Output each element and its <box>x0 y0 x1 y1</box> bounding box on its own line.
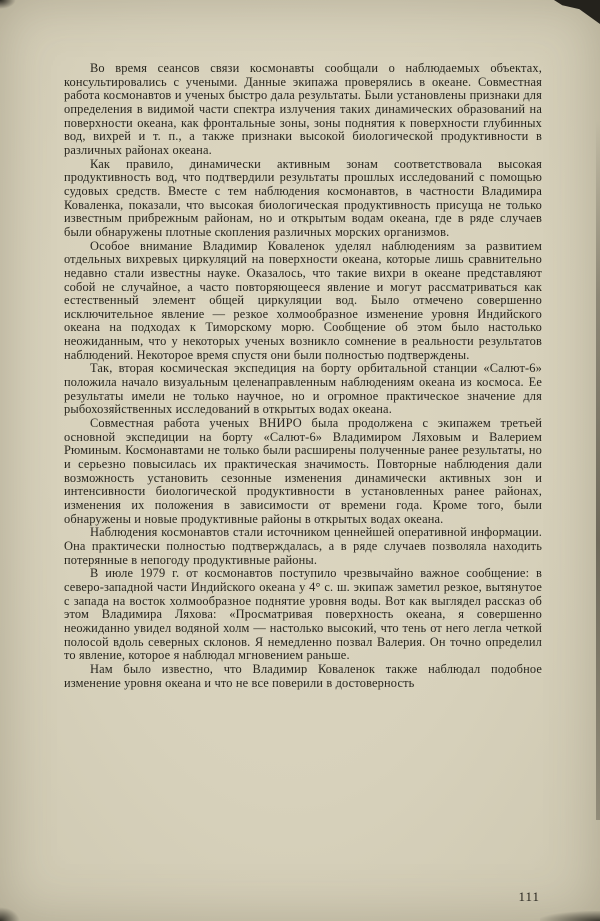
paragraph-2: Как правило, динамически активным зонам соответствовала высокая продуктивность вод, что подтвердили результаты прошлых исследований с помощью судовых средств. Вместе с тем наблюдения космонавтов, в частности Владимира Коваленка, показали, что высокая биологическая продуктивность присуща не только известным прибрежным районам, но и открытым водам океана, где в ряде случаев были обнаружены плотные скопления различных морских организмов. <box>64 156 542 239</box>
paragraph-5: Совместная работа ученых ВНИРО была продолжена с экипажем третьей основной экспедиции на борту «Салют-6» Владимиром Ляховым и Валерием Рюминым. Космонавтами не только были расширены полученные ранее результаты, но и серьезно повысилась их практическая значимость. Повторные наблюдения дали возможность установить сезонные изменения динамически активных зон и интенсивности биологической продуктивности в установленных ранее районах, изменения их положения в зависимости от времени года. Кроме того, были обнаружены и новые продуктивные районы в открытых водах океана. <box>64 416 542 526</box>
text-block <box>64 62 542 690</box>
scan-artifact-bottom-right <box>540 911 600 921</box>
scan-artifact-top-left <box>0 0 16 9</box>
scan-artifact-bottom-left <box>0 907 20 921</box>
paragraph-3: Особое внимание Владимир Коваленок уделял наблюдениям за развитием отдельных вихревых циркуляций на поверхности океана, которые лишь сравнительно недавно стали известны науке. Оказалось, что такие вихри в океане представляют собой не случайное, а часто повторяющееся явление и могут рассматриваться как естественный элемент общей циркуляции вод. Было отмечено совершенно исключительное явление — резкое холмообразное изменение уровня Индийского океана на подходах к Тиморскому морю. Сообщение об этом было настолько неожиданным, что у некоторых ученых возникло сомнение в реальности результатов наблюдений. Некоторое время спустя они были полностью подтверждены. <box>64 238 542 362</box>
paragraph-8: Нам было известно, что Владимир Коваленок также наблюдал подобное изменение уровня океана и что не все поверили в достоверность <box>64 661 542 690</box>
paragraph-1: Во время сеансов связи космонавты сообщали о наблюдаемых объектах, консультировались с учеными. Данные экипажа проверялись в океане. Совместная работа космонавтов и ученых быстро дала результаты. Были установлены признаки для определения в видимой части спектра излучения таких динамических образований на поверхности океана, как фронтальные зоны, зоны поднятия к поверхности глубинных вод, вихрей и т. п., а также признаки высокой биологической продуктивности в различных районах океана. <box>64 61 542 157</box>
scan-artifact-top-right <box>554 0 600 24</box>
paragraph-6: Наблюдения космонавтов стали источником ценнейшей оперативной информации. Она практически полностью подтверждалась, а в ряде случаев позволяла находить потерянные в непогоду продуктивные районы. <box>64 525 542 567</box>
paragraph-7: В июле 1979 г. от космонавтов поступило чрезвычайно важное сообщение: в северо-западной части Индийского океана у 4° с. ш. экипаж заметил резкое, вытянутое с запада на восток холмообразное поднятие уровня воды. Вот как выглядел рассказ об этом Владимира Ляхова: «Просматривая поверхность океана, я совершенно неожиданно увидел водяной холм — настолько высокий, что тень от него легла четкой полосой вдоль северных склонов. Я немедленно позвал Валерия. Он точно определил то явление, которое я наблюдал мгновением раньше. <box>64 566 542 663</box>
paragraph-4: Так, вторая космическая экспедиция на борту орбитальной станции «Салют-6» положила начало визуальным целенаправленным наблюдениям океана из космоса. Ее результаты имели не только научное, но и огромное практическое значение для рыбохозяйственных исследований в открытых водах океана. <box>64 361 542 417</box>
scan-artifact-right-edge <box>596 120 600 820</box>
page-number: 111 <box>518 889 540 904</box>
